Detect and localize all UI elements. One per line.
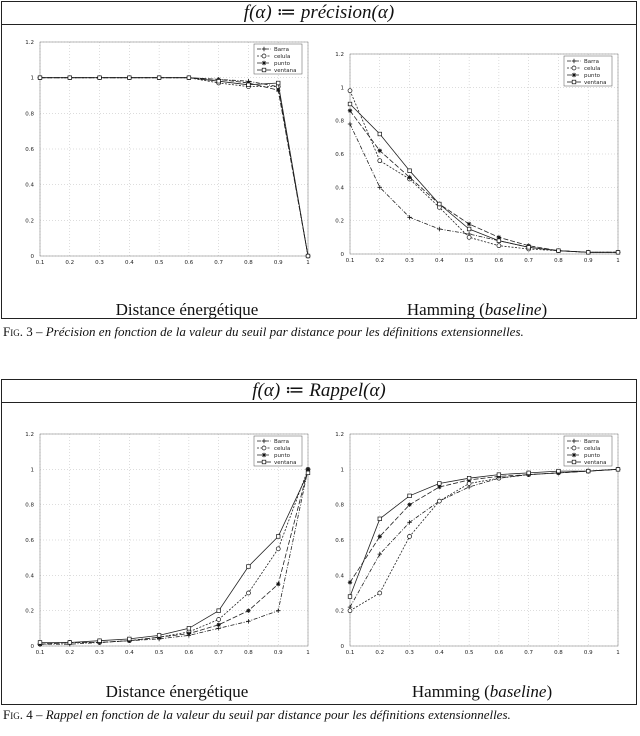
- x-tick-label: 0.4: [434, 258, 444, 264]
- figure-4-caption: [3, 707, 633, 723]
- series-punto: [38, 467, 310, 646]
- y-tick-label: 0: [340, 252, 344, 258]
- x-tick-label: 0.5: [154, 650, 164, 656]
- chart-precision-energetique: [10, 36, 320, 284]
- series-line-ventana: [350, 469, 618, 596]
- legend-marker: [262, 54, 266, 58]
- x-tick-label: 0.4: [124, 260, 134, 266]
- legend-label: celula: [584, 446, 601, 452]
- data-point-punto: [378, 534, 382, 538]
- title-name: Rappel(α): [309, 380, 386, 401]
- data-point-ventana: [98, 76, 102, 80]
- data-point-ventana: [557, 249, 561, 253]
- data-point-ventana: [527, 246, 531, 250]
- figure-3-caption: [3, 324, 633, 340]
- y-tick-label: 1: [30, 467, 34, 474]
- series-line-celula: [40, 78, 308, 256]
- data-point-ventana: [157, 76, 161, 80]
- legend-label: celula: [584, 66, 601, 72]
- y-tick-label: 0.2: [25, 608, 34, 615]
- x-tick-label: 0.9: [273, 260, 283, 266]
- subcap-italic: baseline: [489, 682, 547, 701]
- y-tick-label: 0.4: [25, 182, 34, 189]
- legend-marker: [262, 61, 266, 65]
- title-op: ≔: [271, 2, 301, 23]
- x-tick-label: 0.1: [345, 650, 355, 656]
- data-point-Barra: [437, 227, 441, 231]
- data-point-ventana: [378, 132, 382, 136]
- data-point-celula: [276, 547, 280, 551]
- x-tick-label: 0.5: [154, 260, 164, 266]
- data-point-ventana: [98, 639, 102, 643]
- series-Barra: [38, 467, 310, 646]
- x-tick-label: 0.8: [244, 650, 253, 656]
- x-tick-label: 1: [306, 650, 310, 656]
- y-tick-label: 1.2: [25, 432, 34, 438]
- data-point-ventana: [157, 634, 161, 638]
- data-point-punto: [407, 502, 411, 506]
- series-celula: [348, 89, 620, 255]
- legend-label: ventana: [274, 460, 297, 466]
- x-tick-label: 0.8: [244, 260, 253, 266]
- data-point-celula: [246, 591, 250, 595]
- data-point-ventana: [68, 76, 72, 80]
- series-line-ventana: [40, 78, 308, 256]
- y-tick-label: 0: [30, 254, 34, 260]
- chart-rappel-hamming: [320, 420, 632, 668]
- x-tick-label: 0.9: [583, 650, 593, 656]
- legend-label: Barra: [584, 439, 599, 445]
- data-point-ventana: [38, 76, 42, 80]
- series-celula: [38, 76, 310, 258]
- subcap-end: ): [541, 300, 548, 319]
- y-tick-label: 0.2: [335, 218, 344, 225]
- x-tick-label: 0.2: [375, 258, 385, 264]
- data-point-ventana: [217, 79, 221, 83]
- data-point-ventana: [247, 83, 251, 87]
- data-point-punto: [187, 631, 191, 635]
- legend-marker: [572, 66, 576, 70]
- data-point-ventana: [348, 102, 352, 106]
- data-point-ventana: [187, 627, 191, 631]
- y-tick-label: 0.8: [25, 111, 34, 118]
- data-point-ventana: [586, 251, 590, 255]
- x-tick-label: 0.1: [35, 260, 45, 266]
- y-tick-label: 0.4: [335, 185, 344, 192]
- data-point-punto: [407, 175, 411, 179]
- y-tick-label: 0.6: [25, 538, 34, 544]
- data-point-ventana: [438, 482, 442, 486]
- data-point-ventana: [128, 637, 132, 641]
- legend-label: ventana: [584, 460, 607, 466]
- y-tick-label: 0.8: [335, 118, 344, 125]
- series-ventana: [348, 102, 620, 254]
- data-point-Barra: [378, 552, 382, 556]
- data-point-Barra: [276, 608, 280, 612]
- x-tick-label: 0.1: [35, 650, 45, 656]
- data-point-ventana: [497, 473, 501, 477]
- series-line-punto: [40, 469, 308, 644]
- data-point-ventana: [247, 565, 251, 569]
- chart-rappel-energetique: [10, 420, 320, 668]
- subcaption-distance-energetique: Distance énergétique: [115, 300, 259, 319]
- figure-4-frame: [1, 379, 637, 705]
- series-line-celula: [350, 469, 618, 610]
- y-tick-label: 1.2: [335, 52, 344, 58]
- series-line-punto: [40, 78, 308, 256]
- y-tick-label: 0.6: [25, 147, 34, 153]
- data-point-punto: [378, 148, 382, 152]
- series-line-celula: [350, 91, 618, 253]
- data-point-ventana: [306, 471, 310, 475]
- x-tick-label: 0.6: [184, 260, 194, 266]
- data-point-punto: [348, 580, 352, 584]
- x-tick-label: 0.6: [494, 258, 504, 264]
- x-tick-label: 0.7: [214, 260, 224, 266]
- series-Barra: [38, 75, 310, 258]
- legend-label: punto: [274, 453, 290, 459]
- chart-precision-hamming: [320, 36, 632, 284]
- x-tick-label: 1: [616, 258, 620, 264]
- series-celula: [348, 467, 620, 612]
- series-line-ventana: [350, 104, 618, 252]
- x-tick-label: 1: [616, 650, 620, 656]
- caption-label: Fig. 3 –: [3, 324, 43, 339]
- y-tick-label: 1.2: [335, 432, 344, 438]
- x-tick-label: 0.3: [405, 650, 414, 656]
- x-tick-label: 0.8: [554, 258, 563, 264]
- x-tick-label: 0.7: [214, 650, 224, 656]
- legend-marker: [572, 460, 576, 464]
- data-point-ventana: [616, 468, 620, 472]
- legend-marker: [262, 460, 266, 464]
- x-tick-label: 0.9: [583, 258, 593, 264]
- data-point-ventana: [438, 202, 442, 206]
- legend-label: punto: [584, 73, 600, 79]
- y-tick-label: 0: [340, 644, 344, 650]
- data-point-punto: [246, 608, 250, 612]
- data-point-ventana: [408, 494, 412, 498]
- data-point-ventana: [408, 169, 412, 173]
- y-tick-label: 0.2: [25, 218, 34, 225]
- legend-label: Barra: [274, 47, 289, 53]
- y-tick-label: 0.8: [25, 502, 34, 509]
- data-point-punto: [216, 623, 220, 627]
- series-punto: [348, 108, 620, 254]
- data-point-ventana: [348, 595, 352, 599]
- data-point-ventana: [467, 227, 471, 231]
- series-line-Barra: [350, 124, 618, 252]
- legend-label: Barra: [274, 439, 289, 445]
- legend-label: celula: [274, 54, 291, 60]
- legend-label: Barra: [584, 59, 599, 65]
- data-point-celula: [217, 618, 221, 622]
- x-tick-label: 0.1: [345, 258, 355, 264]
- legend-label: punto: [584, 453, 600, 459]
- subcaption-hamming-baseline: [347, 300, 607, 320]
- data-point-ventana: [128, 76, 132, 80]
- data-point-celula: [437, 499, 441, 503]
- x-tick-label: 0.2: [65, 260, 75, 266]
- title-func: f(α): [243, 2, 272, 23]
- series-ventana: [38, 76, 310, 258]
- legend-label: ventana: [274, 68, 297, 74]
- series-line-Barra: [350, 469, 618, 607]
- data-point-celula: [408, 534, 412, 538]
- subcap-main: Hamming (: [406, 300, 485, 319]
- figure-3-title: [2, 2, 636, 25]
- y-tick-label: 0: [30, 644, 34, 650]
- y-tick-label: 1.2: [25, 40, 34, 46]
- y-tick-label: 0.8: [335, 502, 344, 509]
- subcaption-distance-energetique: Distance énergétique: [105, 682, 249, 701]
- series-celula: [38, 467, 310, 646]
- data-point-ventana: [276, 81, 280, 85]
- y-tick-label: 0.4: [25, 573, 34, 580]
- x-tick-label: 0.7: [524, 650, 534, 656]
- data-point-ventana: [557, 469, 561, 473]
- y-tick-label: 0.6: [335, 152, 344, 158]
- y-tick-label: 0.6: [335, 538, 344, 544]
- y-tick-label: 1: [30, 75, 34, 82]
- title-func: f(α): [252, 380, 281, 401]
- y-tick-label: 1: [340, 85, 344, 92]
- x-tick-label: 0.2: [375, 650, 385, 656]
- series-ventana: [348, 468, 620, 599]
- x-tick-label: 0.3: [95, 260, 104, 266]
- x-tick-label: 1: [306, 260, 310, 266]
- data-point-ventana: [378, 517, 382, 521]
- legend-marker: [262, 446, 266, 450]
- data-point-ventana: [616, 251, 620, 255]
- data-point-ventana: [38, 641, 42, 645]
- series-Barra: [348, 467, 620, 609]
- title-op: ≔: [280, 380, 310, 401]
- caption-text: Précision en fonction de la valeur du seuil par distance pour les définitions extensionnelles.: [45, 324, 524, 339]
- x-tick-label: 0.5: [464, 258, 474, 264]
- data-point-ventana: [306, 254, 310, 258]
- x-tick-label: 0.2: [65, 650, 75, 656]
- data-point-celula: [378, 159, 382, 163]
- legend-marker: [572, 453, 576, 457]
- series-line-Barra: [40, 469, 308, 644]
- legend-label: ventana: [584, 80, 607, 86]
- data-point-ventana: [586, 469, 590, 473]
- data-point-celula: [467, 235, 471, 239]
- data-point-celula: [378, 591, 382, 595]
- series-punto: [38, 75, 310, 258]
- series-line-punto: [350, 111, 618, 253]
- legend-marker: [572, 446, 576, 450]
- data-point-celula: [348, 609, 352, 613]
- data-point-ventana: [217, 609, 221, 613]
- x-tick-label: 0.8: [554, 650, 563, 656]
- x-tick-label: 0.3: [405, 258, 414, 264]
- data-point-ventana: [68, 641, 72, 645]
- legend-marker: [262, 68, 266, 72]
- subcap-italic: baseline: [484, 300, 542, 319]
- data-point-ventana: [497, 239, 501, 243]
- caption-text: Rappel en fonction de la valeur du seuil par distance pour les définitions extensionnelles.: [45, 707, 511, 722]
- y-tick-label: 0.2: [335, 608, 344, 615]
- data-point-ventana: [527, 471, 531, 475]
- caption-label: Fig. 4 –: [3, 707, 43, 722]
- x-tick-label: 0.4: [434, 650, 444, 656]
- figure-4-title: [2, 380, 636, 403]
- x-tick-label: 0.9: [273, 650, 283, 656]
- legend-label: celula: [274, 446, 291, 452]
- data-point-punto: [467, 222, 471, 226]
- series-line-ventana: [40, 473, 308, 643]
- data-point-punto: [348, 108, 352, 112]
- subcaption-hamming-baseline: [352, 682, 612, 702]
- legend-marker: [572, 73, 576, 77]
- series-line-celula: [40, 469, 308, 644]
- data-point-ventana: [276, 535, 280, 539]
- y-tick-label: 0.4: [335, 573, 344, 580]
- x-tick-label: 0.4: [124, 650, 134, 656]
- subcap-end: ): [546, 682, 553, 701]
- title-name: précision(α): [300, 2, 395, 23]
- legend-marker: [262, 453, 266, 457]
- data-point-Barra: [246, 619, 250, 623]
- data-point-celula: [348, 89, 352, 93]
- data-point-punto: [276, 582, 280, 586]
- data-point-celula: [497, 244, 501, 248]
- subcap-main: Hamming (: [411, 682, 490, 701]
- series-line-Barra: [40, 78, 308, 256]
- x-tick-label: 0.6: [494, 650, 504, 656]
- legend-marker: [572, 80, 576, 84]
- legend-label: punto: [274, 61, 290, 67]
- series-line-punto: [350, 469, 618, 582]
- data-point-Barra: [348, 122, 352, 126]
- x-tick-label: 0.5: [464, 650, 474, 656]
- data-point-ventana: [187, 76, 191, 80]
- x-tick-label: 0.7: [524, 258, 534, 264]
- x-tick-label: 0.6: [184, 650, 194, 656]
- figure-3-frame: [1, 1, 637, 319]
- series-ventana: [38, 471, 310, 644]
- data-point-ventana: [467, 476, 471, 480]
- series-punto: [348, 467, 620, 584]
- y-tick-label: 1: [340, 467, 344, 474]
- x-tick-label: 0.3: [95, 650, 104, 656]
